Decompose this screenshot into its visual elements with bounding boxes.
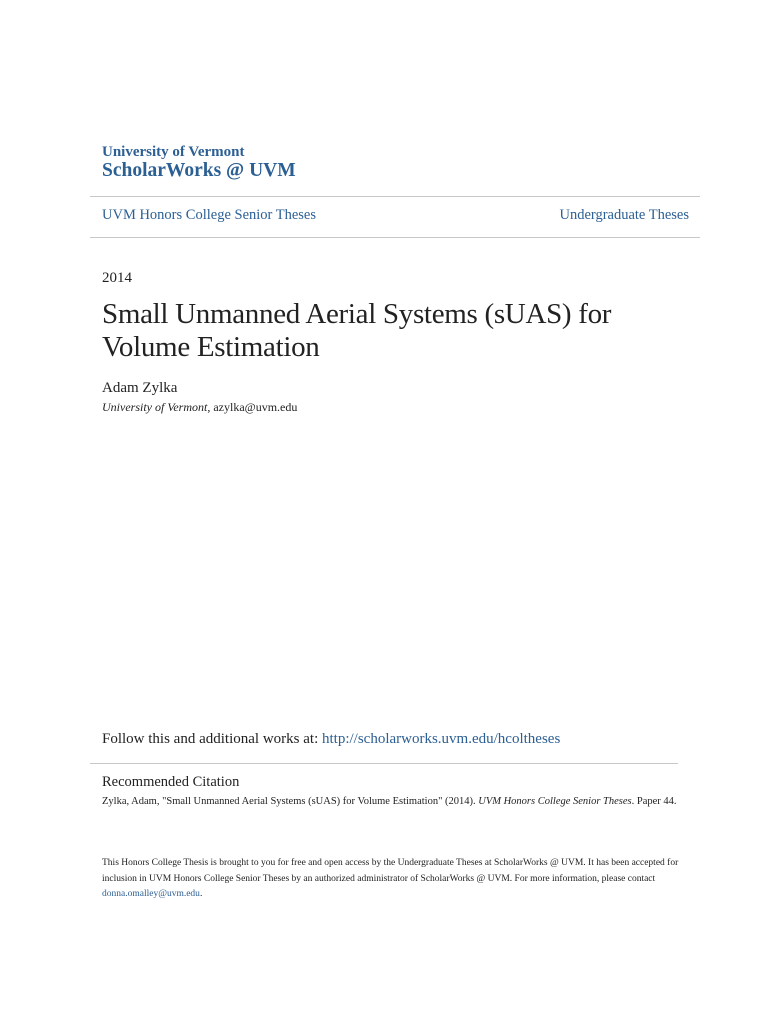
breadcrumb-collection-link[interactable]: UVM Honors College Senior Theses: [102, 207, 316, 223]
author-name: Adam Zylka: [102, 380, 178, 396]
repository-name[interactable]: ScholarWorks @ UVM: [102, 160, 296, 181]
affiliation-name: University of Vermont: [102, 400, 208, 414]
author-email: , azylka@uvm.edu: [207, 400, 298, 414]
breadcrumb-category-link[interactable]: Undergraduate Theses: [559, 207, 689, 223]
citation-journal: UVM Honors College Senior Theses: [478, 796, 632, 807]
breadcrumb-divider: [90, 237, 700, 238]
author-affiliation: [102, 400, 297, 415]
citation-divider: [90, 763, 678, 764]
contact-email-link[interactable]: donna.omalley@uvm.edu: [102, 889, 200, 899]
access-notice: [102, 856, 682, 903]
citation-prefix: Zylka, Adam, "Small Unmanned Aerial Systems (sUAS) for Volume Estimation" (2014).: [102, 796, 479, 807]
notice-text: This Honors College Thesis is brought to you for free and open access by the Undergraduate Theses at ScholarWorks @ UVM. It has been accepted for inclusion in UVM Honors College Senior Theses by an authorized administrator of ScholarWorks @ UVM. For more information, please contact: [102, 858, 679, 884]
citation-heading: Recommended Citation: [102, 774, 240, 790]
publication-year: 2014: [102, 270, 132, 286]
notice-end: .: [199, 889, 203, 899]
university-name: University of Vermont: [102, 144, 245, 160]
follow-label: Follow this and additional works at:: [102, 731, 322, 747]
follow-link[interactable]: http://scholarworks.uvm.edu/hcoltheses: [321, 731, 561, 747]
follow-line: [102, 731, 560, 748]
top-divider: [90, 196, 700, 197]
paper-title: Small Unmanned Aerial Systems (sUAS) for Volume Estimation: [102, 298, 612, 363]
citation-suffix: . Paper 44.: [631, 796, 677, 807]
citation-text: [102, 796, 677, 807]
